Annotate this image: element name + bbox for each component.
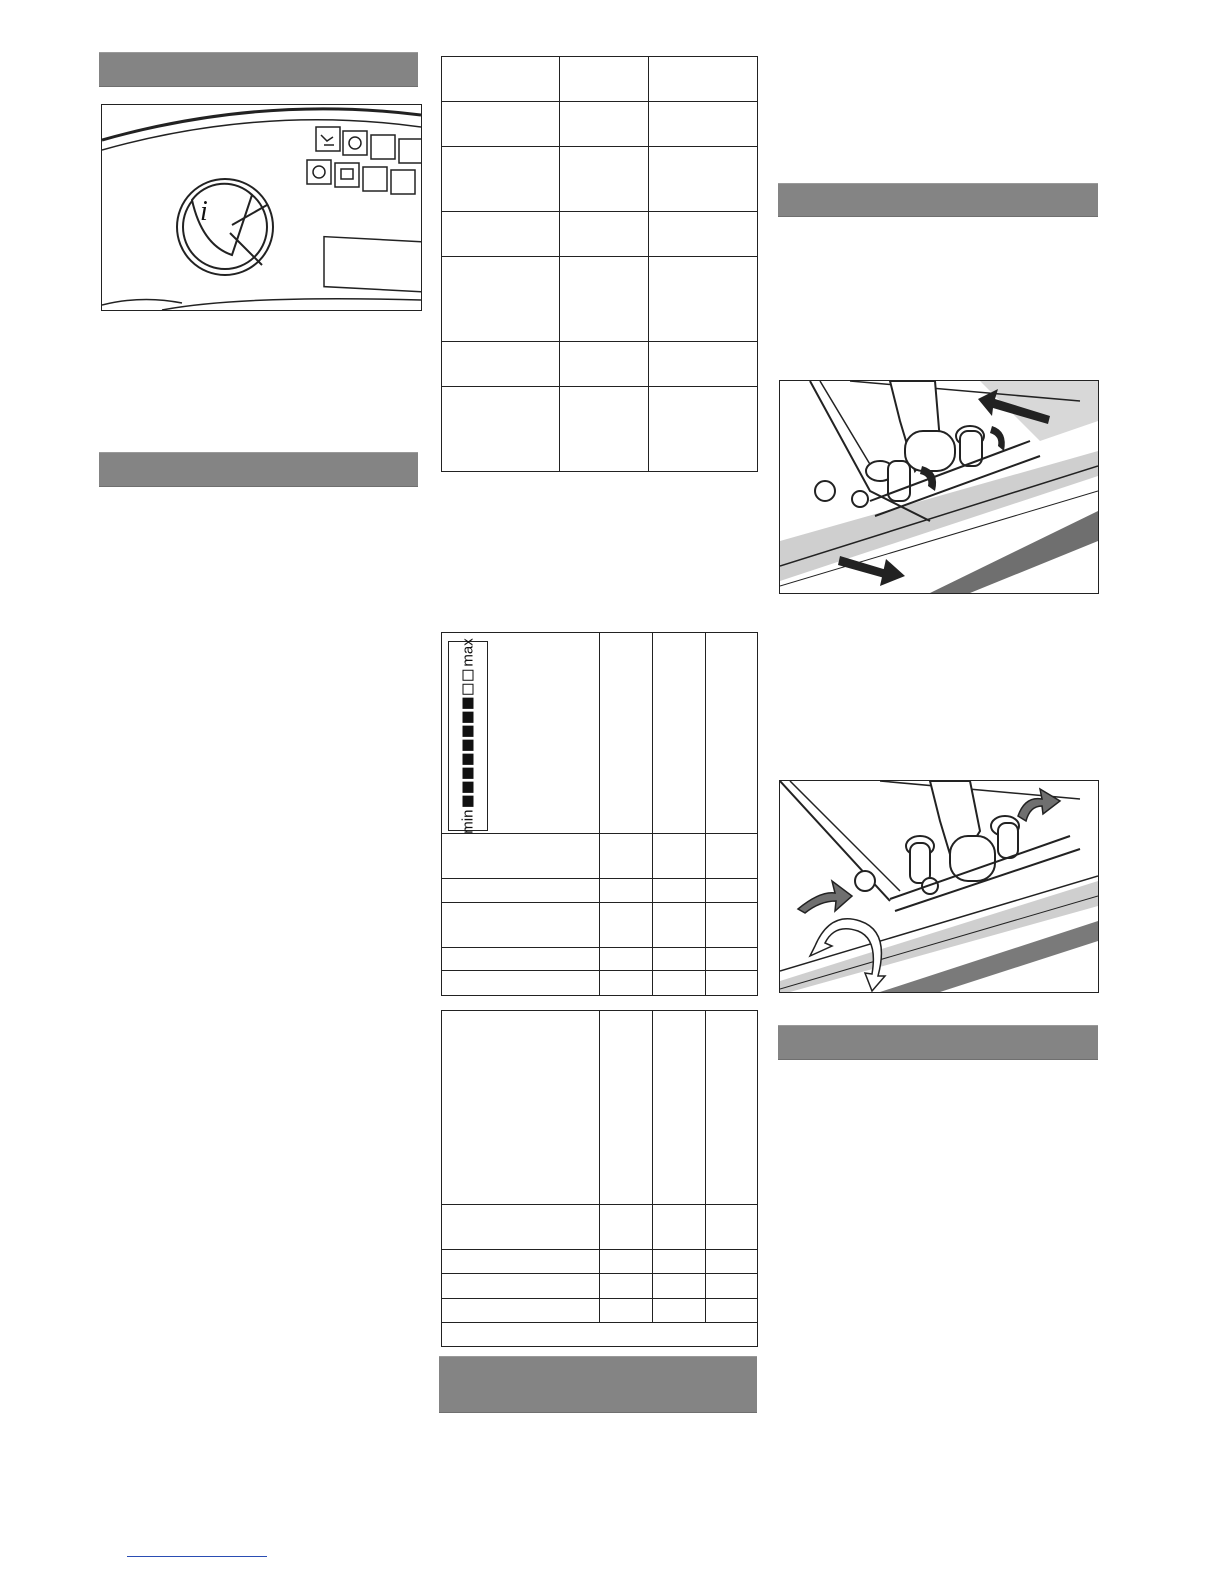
table-row	[442, 879, 758, 903]
level-segments	[463, 670, 474, 807]
section-header-bar	[99, 52, 418, 87]
level-min-label: min	[459, 809, 477, 834]
table-row	[442, 387, 758, 472]
table-row	[442, 147, 758, 212]
level-indicator	[448, 638, 488, 834]
section-header-bar	[778, 1025, 1098, 1060]
hose-icon	[890, 381, 955, 471]
data-table-bottom	[441, 1010, 758, 1347]
table-row	[442, 1274, 758, 1299]
level-segment-filled	[463, 782, 474, 793]
table-row	[442, 102, 758, 147]
level-max-label: max	[459, 638, 477, 667]
table-row	[442, 1250, 758, 1274]
svg-text:i: i	[200, 196, 208, 227]
section-header-bar	[439, 1356, 757, 1413]
level-segment-empty	[463, 670, 474, 681]
control-panel-figure	[101, 104, 422, 311]
table-row	[442, 1011, 758, 1205]
level-segment-filled	[463, 796, 474, 807]
level-segment-filled	[463, 698, 474, 709]
level-table	[441, 632, 758, 996]
squeegee-removal-figure	[779, 380, 1099, 594]
data-table-top	[441, 56, 758, 472]
table-row	[442, 212, 758, 257]
table-row	[442, 57, 758, 102]
section-header-bar	[778, 183, 1098, 217]
level-segment-filled	[463, 726, 474, 737]
level-segment-filled	[463, 740, 474, 751]
table-row	[442, 633, 758, 834]
level-segment-empty	[463, 684, 474, 695]
warning-icon-panel	[307, 127, 421, 194]
table-row	[442, 257, 758, 342]
footer-link-rule	[127, 1556, 267, 1557]
table-row	[442, 1205, 758, 1250]
table-row	[442, 834, 758, 879]
level-segment-filled	[463, 768, 474, 779]
table-row	[442, 342, 758, 387]
table-row	[442, 948, 758, 971]
squeegee-install-figure	[779, 780, 1099, 993]
section-header-bar	[99, 452, 418, 487]
table-row	[442, 903, 758, 948]
level-segment-filled	[463, 754, 474, 765]
table-row	[442, 1323, 758, 1347]
level-segment-filled	[463, 712, 474, 723]
rotary-knob-icon	[177, 179, 273, 275]
table-row	[442, 971, 758, 996]
table-row	[442, 1299, 758, 1323]
